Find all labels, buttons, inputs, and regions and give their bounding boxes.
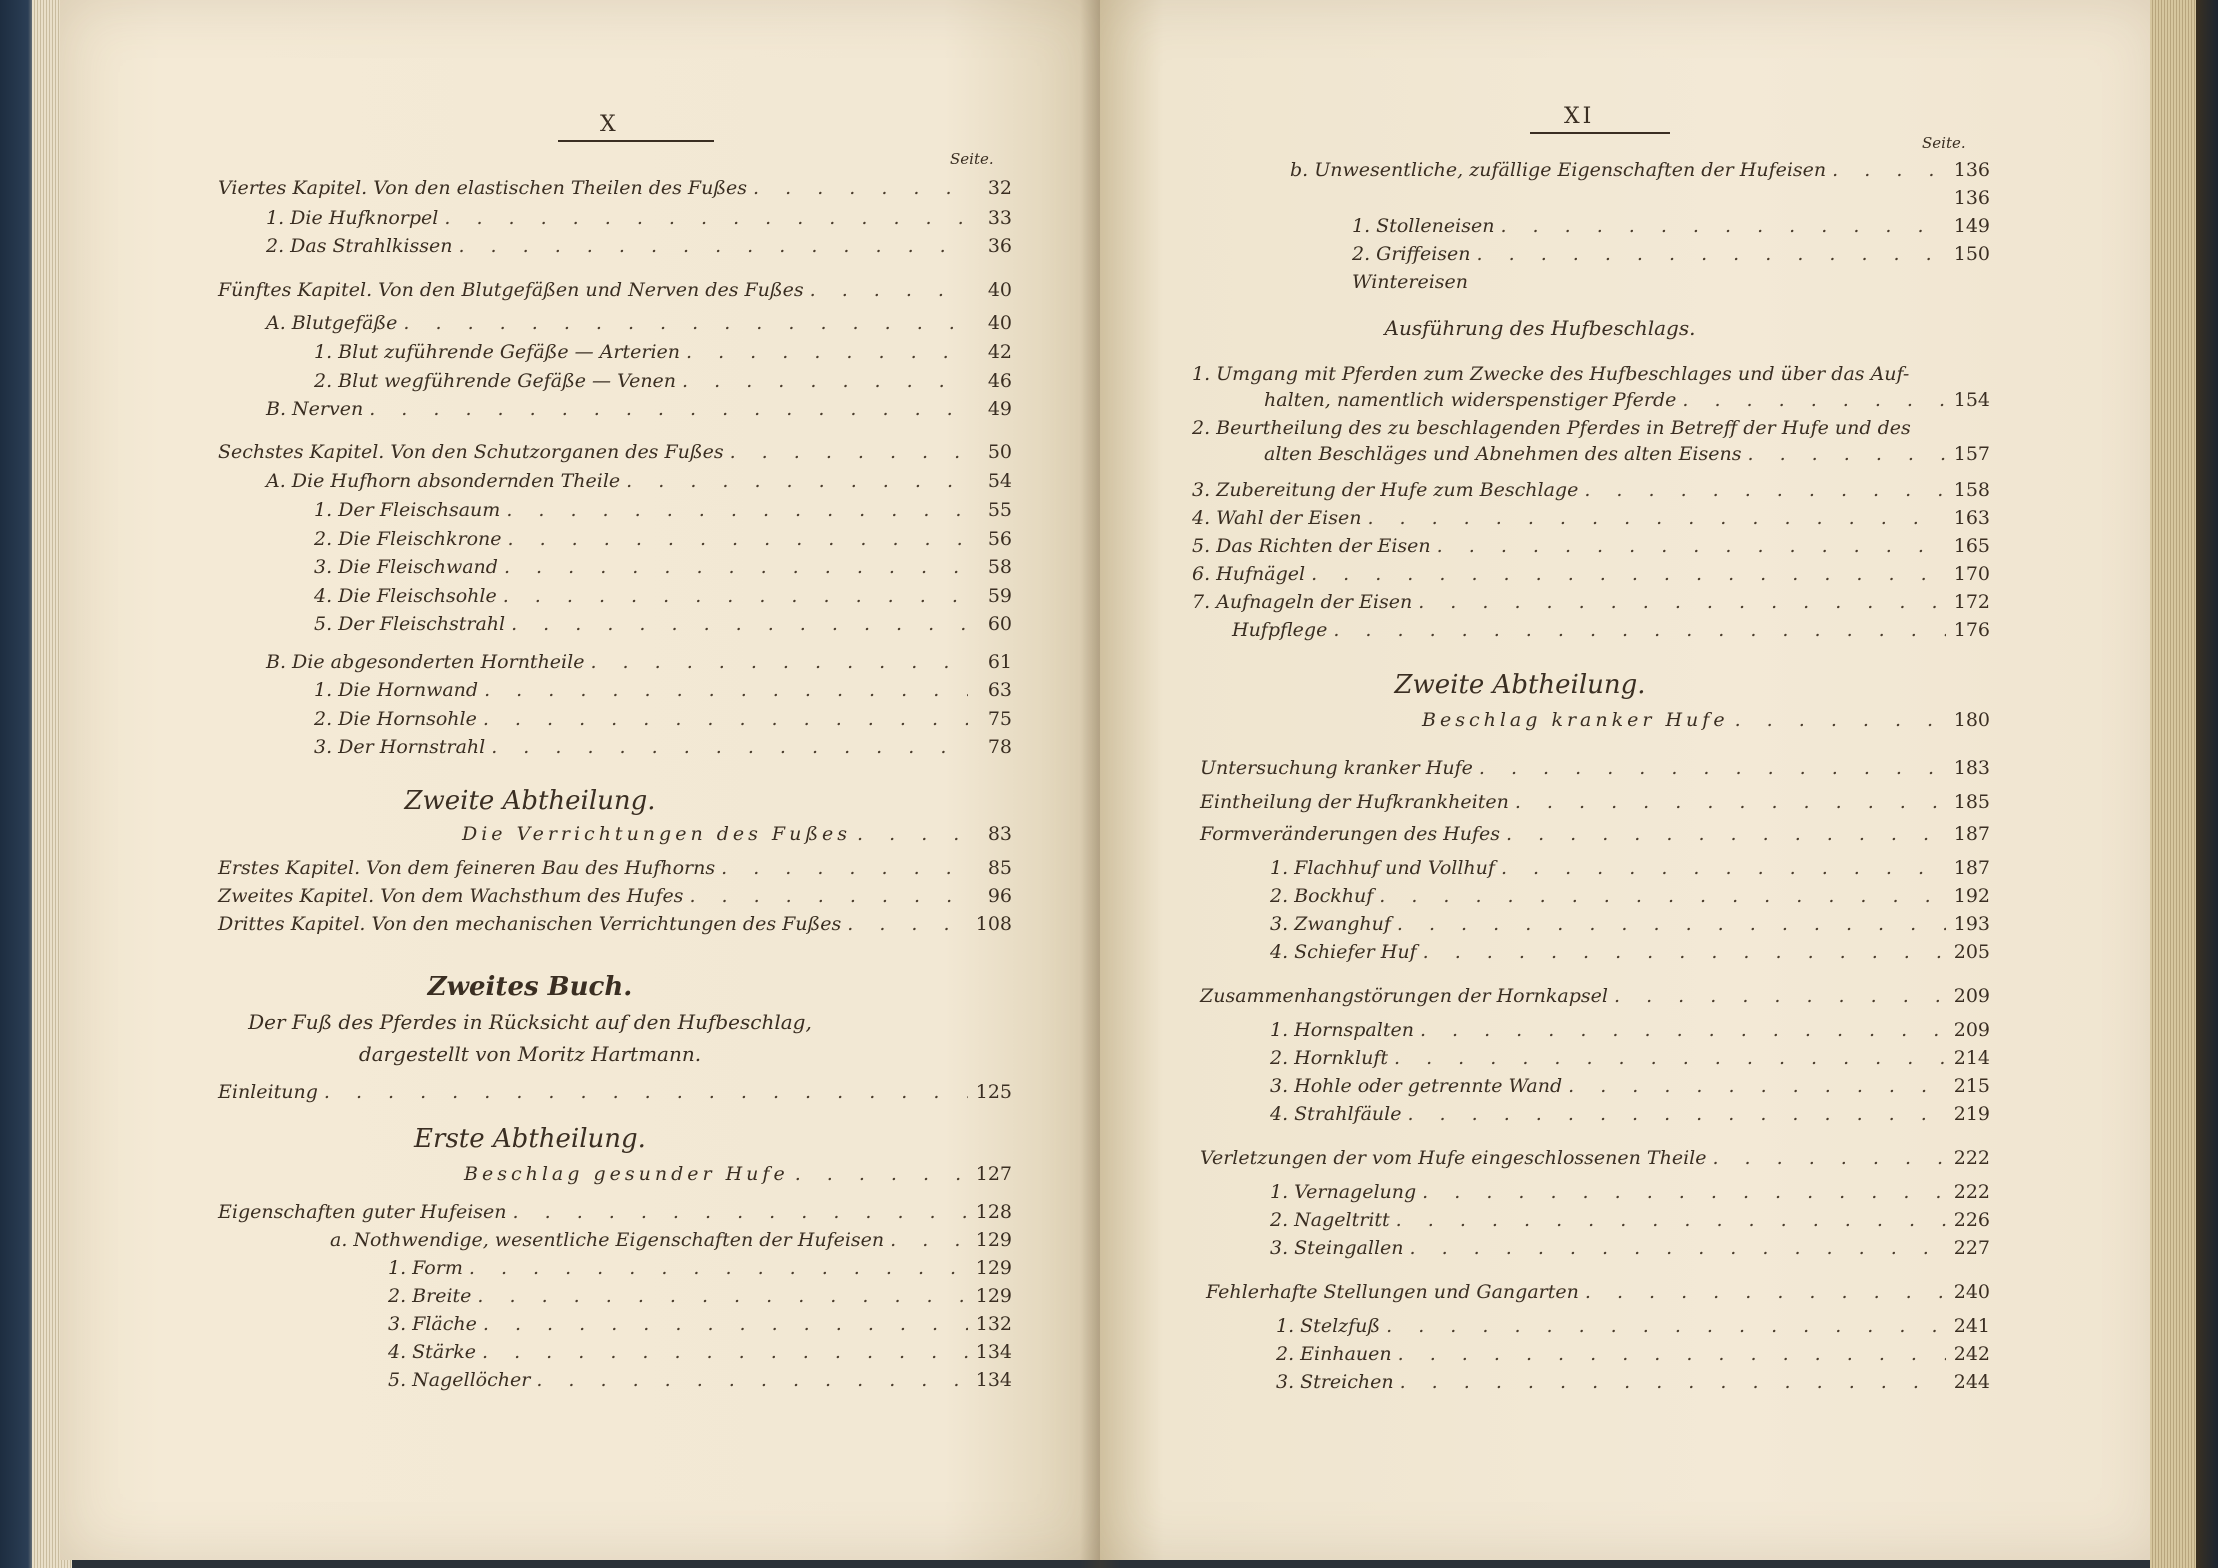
toc-entry-title: 4. Schiefer Huf	[1270, 941, 1417, 963]
toc-entry	[1200, 756, 1990, 780]
dot-leader	[1386, 1314, 1946, 1338]
toc-entry-title: Einleitung	[218, 1081, 318, 1103]
dot-leader	[1394, 1046, 1946, 1070]
toc-page-number: 58	[987, 556, 1012, 578]
toc-entry	[1276, 1342, 1990, 1366]
toc-entry	[218, 1200, 1012, 1224]
toc-entry	[314, 527, 1012, 551]
toc-entry	[1270, 884, 1990, 908]
toc-page-number: 219	[1953, 1103, 1990, 1125]
toc-entry	[218, 1080, 1012, 1104]
toc-page-number: 128	[975, 1201, 1012, 1223]
dot-leader	[1423, 940, 1946, 964]
dot-leader	[847, 912, 968, 936]
toc-page-number: 170	[1953, 563, 1990, 585]
dot-leader	[477, 1284, 968, 1308]
toc-entry	[314, 498, 1012, 522]
toc-page-number: 55	[987, 499, 1012, 521]
toc-entry-title: Die Verrichtungen des Fußes	[462, 823, 852, 845]
toc-entry	[266, 650, 1012, 674]
toc-entry	[1232, 618, 1990, 642]
dot-leader	[1515, 790, 1946, 814]
toc-page-number: 49	[987, 398, 1012, 420]
toc-page-number: 215	[1953, 1075, 1990, 1097]
toc-page-number: 242	[1953, 1343, 1990, 1365]
toc-page-number: 129	[975, 1285, 1012, 1307]
dot-leader	[682, 369, 968, 393]
dot-leader	[482, 1340, 968, 1364]
toc-entry-title: 1. Die Hufknorpel	[266, 207, 439, 229]
toc-page-number: 134	[975, 1341, 1012, 1363]
toc-page-number: 183	[1953, 757, 1990, 779]
dot-leader	[1585, 1280, 1946, 1304]
toc-page-number: 227	[1953, 1237, 1990, 1259]
toc-entry	[1270, 940, 1990, 964]
dot-leader	[491, 735, 968, 759]
toc-page-number: 42	[987, 341, 1012, 363]
toc-entry	[1192, 534, 1990, 558]
toc-page-number: 214	[1953, 1047, 1990, 1069]
toc-entry-title: 1. Stolleneisen	[1352, 215, 1495, 237]
dot-leader	[369, 397, 968, 421]
toc-entry	[1192, 416, 1990, 440]
dot-leader	[686, 340, 968, 364]
toc-entry-title: 4. Strahlfäule	[1270, 1103, 1402, 1125]
toc-page-number: 96	[987, 885, 1012, 907]
dot-leader	[721, 856, 968, 880]
toc-entry	[1290, 158, 1990, 182]
toc-page-number: 150	[1953, 243, 1990, 265]
book-cover-right	[2196, 0, 2218, 1568]
toc-entry	[218, 176, 1012, 200]
toc-entry-title: Erstes Kapitel. Von dem feineren Bau des Hufhorns	[218, 857, 716, 879]
toc-entry-title: 5. Nagellöcher	[388, 1369, 531, 1391]
toc-entry-title: 1. Der Fleischsaum	[314, 499, 501, 521]
toc-entry-title: 5. Der Fleischstrahl	[314, 613, 506, 635]
toc-page-number: 108	[975, 913, 1012, 935]
dot-leader	[483, 1312, 968, 1336]
toc-entry	[314, 735, 1012, 759]
toc-entry	[266, 397, 1012, 421]
dot-leader	[511, 612, 968, 636]
section-subheading: Ausführung des Hufbeschlags.	[1384, 316, 1696, 340]
toc-page-number: 136	[1953, 159, 1990, 181]
toc-page-number: 158	[1953, 479, 1990, 501]
dot-leader	[1437, 534, 1946, 558]
toc-page-number: 187	[1953, 857, 1990, 879]
toc-entry	[314, 707, 1012, 731]
toc-entry	[1192, 506, 1990, 530]
toc-page-number: 85	[987, 857, 1012, 879]
toc-entry-title: 1. Umgang mit Pferden zum Zwecke des Hufbeschlages und über das Auf-	[1192, 363, 1910, 385]
toc-page-number: 226	[1953, 1209, 1990, 1231]
toc-entry	[1200, 822, 1990, 846]
toc-page-number: 50	[987, 441, 1012, 463]
toc-page-number: 33	[987, 207, 1012, 229]
toc-entry-title: 2. Das Strahlkissen	[266, 235, 453, 257]
toc-entry	[1192, 562, 1990, 586]
toc-entry	[388, 1368, 1012, 1392]
toc-page-number: 129	[975, 1257, 1012, 1279]
dot-leader	[1712, 1146, 1946, 1170]
dot-leader	[1506, 822, 1946, 846]
toc-entry	[1276, 1314, 1990, 1338]
toc-entry-title: 2. Hornkluft	[1270, 1047, 1388, 1069]
toc-entry	[388, 1256, 1012, 1280]
dot-leader	[1367, 506, 1946, 530]
toc-page-number: 244	[1953, 1371, 1990, 1393]
seite-label: Seite.	[1922, 134, 1966, 152]
toc-entry-title: Viertes Kapitel. Von den elastischen Theilen des Fußes	[218, 177, 748, 199]
toc-page-number: 129	[975, 1229, 1012, 1251]
toc-entry-title: 2. Blut wegführende Gefäße — Venen	[314, 370, 677, 392]
toc-page-number: 56	[987, 528, 1012, 550]
toc-page-number: 54	[987, 470, 1012, 492]
toc-entry	[1270, 1046, 1990, 1070]
toc-entry-title: 3. Steingallen	[1270, 1237, 1404, 1259]
toc-entry-title: B. Die abgesonderten Horntheile	[266, 651, 585, 673]
toc-entry-title: b. Unwesentliche, zufällige Eigenschaften der Hufeisen	[1290, 159, 1827, 181]
toc-entry-title: A. Die Hufhorn absondernden Theile	[266, 470, 621, 492]
toc-entry-title: Hufpflege	[1232, 619, 1328, 641]
toc-entry	[1270, 1018, 1990, 1042]
toc-page-number: 59	[987, 585, 1012, 607]
toc-page-number: 40	[987, 312, 1012, 334]
dot-leader	[1379, 884, 1946, 908]
toc-page-number: 209	[1953, 1019, 1990, 1041]
toc-entry	[388, 1284, 1012, 1308]
toc-entry	[1270, 1102, 1990, 1126]
toc-entry-title: alten Beschläges und Abnehmen des alten Eisens	[1264, 443, 1742, 465]
toc-entry	[1276, 1370, 1990, 1394]
dot-leader	[810, 278, 968, 302]
dot-leader	[890, 1228, 968, 1252]
toc-entry-title: 1. Die Hornwand	[314, 679, 479, 701]
dot-leader	[689, 884, 968, 908]
dot-leader	[1584, 478, 1946, 502]
page-number-rule	[558, 140, 714, 142]
seite-label: Seite.	[950, 150, 994, 168]
toc-entry-title: Beschlag kranker Hufe	[1422, 709, 1729, 731]
toc-page-number: 176	[1953, 619, 1990, 641]
toc-entry	[1270, 912, 1990, 936]
dot-leader	[795, 1162, 968, 1186]
toc-entry-title: 2. Die Fleischkrone	[314, 528, 502, 550]
toc-page-number: 132	[975, 1313, 1012, 1335]
toc-entry-title: 3. Fläche	[388, 1313, 477, 1335]
toc-entry	[218, 440, 1012, 464]
toc-entry-title: 3. Zwanghuf	[1270, 913, 1391, 935]
toc-entry	[1264, 388, 1990, 412]
dot-leader	[458, 234, 968, 258]
toc-page-number: 240	[1953, 1281, 1990, 1303]
toc-entry	[1264, 442, 1990, 466]
toc-entry-title: 1. Blut zuführende Gefäße — Arterien	[314, 341, 681, 363]
toc-page-number: 63	[987, 679, 1012, 701]
toc-entry-title: 3. Die Fleischwand	[314, 556, 498, 578]
page-number-rule	[1530, 132, 1670, 134]
toc-entry-title: Drittes Kapitel. Von den mechanischen Verrichtungen des Fußes	[218, 913, 842, 935]
dot-leader	[1832, 158, 1946, 182]
toc-entry-title: 1. Flachhuf und Vollhuf	[1270, 857, 1495, 879]
toc-entry	[1192, 478, 1990, 502]
toc-page-number: 134	[975, 1369, 1012, 1391]
dot-leader	[857, 822, 968, 846]
dot-leader	[753, 176, 968, 200]
toc-entry	[330, 1228, 1012, 1252]
toc-page-number: 61	[987, 651, 1012, 673]
toc-page-number: 180	[1953, 709, 1990, 731]
toc-page-number: 222	[1953, 1181, 1990, 1203]
toc-entry	[1200, 1146, 1990, 1170]
toc-entry	[388, 1340, 1012, 1364]
dot-leader	[469, 1256, 968, 1280]
toc-page-number: 83	[987, 823, 1012, 845]
toc-entry-title: a. Nothwendige, wesentliche Eigenschaften der Hufeisen	[330, 1229, 885, 1251]
toc-entry-title: 4. Die Fleischsohle	[314, 585, 497, 607]
section-heading: Erste Abtheilung.	[414, 1124, 646, 1154]
toc-entry-title: 3. Hohle oder getrennte Wand	[1270, 1075, 1563, 1097]
toc-entry-title: Fehlerhafte Stellungen und Gangarten	[1206, 1281, 1579, 1303]
dot-leader	[403, 311, 968, 335]
toc-entry-title: Fünftes Kapitel. Von den Blutgefäßen und Nerven des Fußes	[218, 279, 804, 301]
dot-leader	[626, 469, 968, 493]
dot-leader	[590, 650, 968, 674]
dot-leader	[504, 555, 968, 579]
toc-entry-title: 2. Nageltritt	[1270, 1209, 1390, 1231]
toc-entry	[314, 678, 1012, 702]
toc-entry-title: Zweites Kapitel. Von dem Wachsthum des Hufes	[218, 885, 684, 907]
toc-entry-title: 1. Hornspalten	[1270, 1019, 1414, 1041]
dot-leader	[1748, 442, 1947, 466]
dot-leader	[1479, 756, 1946, 780]
toc-entry-title: 2. Bockhuf	[1270, 885, 1374, 907]
page-number: X	[600, 112, 619, 137]
book-subtitle: Der Fuß des Pferdes in Rücksicht auf den Hufbeschlag,	[248, 1010, 812, 1034]
toc-entry	[1352, 214, 1990, 238]
book-heading: Zweites Buch.	[427, 972, 633, 1002]
toc-entry	[1270, 1208, 1990, 1232]
dot-leader	[1682, 388, 1946, 412]
toc-page-number: 187	[1953, 823, 1990, 845]
toc-entry-title: Verletzungen der vom Hufe eingeschlossenen Theile	[1200, 1147, 1707, 1169]
toc-entry	[314, 584, 1012, 608]
toc-page-number: 149	[1953, 215, 1990, 237]
dot-leader	[1420, 1018, 1946, 1042]
page-number: XI	[1564, 104, 1595, 129]
toc-entry-title: 1. Stelzfuß	[1276, 1315, 1381, 1337]
toc-entry-title: 3. Der Hornstrahl	[314, 736, 486, 758]
toc-page-number: 157	[1953, 443, 1990, 465]
toc-entry-title: Formveränderungen des Hufes	[1200, 823, 1500, 845]
toc-page-number: 75	[987, 708, 1012, 730]
dot-leader	[503, 584, 968, 608]
toc-entry-title: Wintereisen	[1352, 271, 1469, 293]
toc-entry	[1200, 790, 1990, 814]
right-page	[1100, 0, 2160, 1560]
toc-entry	[218, 278, 1012, 302]
toc-entry	[1270, 1236, 1990, 1260]
toc-page-number: 241	[1953, 1315, 1990, 1337]
dot-leader	[1501, 856, 1946, 880]
dot-leader	[1500, 214, 1946, 238]
dot-leader	[1407, 1102, 1946, 1126]
dot-leader	[1400, 1370, 1946, 1394]
toc-entry-title: 2. Griffeisen	[1352, 243, 1471, 265]
dot-leader	[508, 527, 969, 551]
toc-entry-title: B. Nerven	[266, 398, 364, 420]
dot-leader	[1333, 618, 1946, 642]
toc-entry-title: 5. Das Richten der Eisen	[1192, 535, 1431, 557]
toc-entry-title: Eigenschaften guter Hufeisen	[218, 1201, 507, 1223]
dot-leader	[444, 206, 968, 230]
toc-entry	[314, 369, 1012, 393]
dot-leader	[1311, 562, 1946, 586]
toc-entry	[1270, 856, 1990, 880]
toc-entry	[218, 856, 1012, 880]
dot-leader	[730, 440, 968, 464]
toc-entry-title: Eintheilung der Hufkrankheiten	[1200, 791, 1509, 813]
dot-leader	[1397, 912, 1946, 936]
toc-page-number: 60	[987, 613, 1012, 635]
toc-entry-title: 3. Zubereitung der Hufe zum Beschlage	[1192, 479, 1579, 501]
toc-entry	[1206, 1280, 1990, 1304]
toc-entry-title: 2. Die Hornsohle	[314, 708, 477, 730]
toc-entry	[266, 234, 1012, 258]
dot-leader	[1477, 242, 1946, 266]
left-page	[60, 0, 1100, 1560]
dot-leader	[506, 498, 968, 522]
toc-entry-title: Zusammenhangstörungen der Hornkapsel	[1200, 985, 1608, 1007]
toc-page-number: 163	[1953, 507, 1990, 529]
toc-entry	[1352, 270, 1990, 294]
toc-entry	[1192, 362, 1990, 386]
dot-leader	[1422, 1180, 1946, 1204]
toc-page-number: 154	[1953, 389, 1990, 411]
toc-entry	[388, 1312, 1012, 1336]
toc-page-number: 172	[1953, 591, 1990, 613]
toc-page-number: 78	[987, 736, 1012, 758]
toc-page-number: 192	[1953, 885, 1990, 907]
toc-entry-title: 6. Hufnägel	[1192, 563, 1306, 585]
toc-entry	[1422, 708, 1990, 732]
toc-entry-title: 7. Aufnageln der Eisen	[1192, 591, 1413, 613]
toc-entry	[314, 555, 1012, 579]
section-heading: Zweite Abtheilung.	[404, 786, 656, 816]
toc-entry	[266, 206, 1012, 230]
toc-entry	[464, 1162, 1012, 1186]
toc-entry-title: 1. Form	[388, 1257, 463, 1279]
toc-entry-title: 2. Breite	[388, 1285, 472, 1307]
toc-entry	[314, 340, 1012, 364]
page-edges-right	[2150, 0, 2200, 1568]
toc-entry-title: Sechstes Kapitel. Von den Schutzorganen des Fußes	[218, 441, 724, 463]
dot-leader	[1410, 1236, 1946, 1260]
toc-entry-title: Untersuchung kranker Hufe	[1200, 757, 1473, 779]
toc-page-number: 205	[1953, 941, 1990, 963]
dot-leader	[513, 1200, 968, 1224]
dot-leader	[1735, 708, 1946, 732]
toc-entry	[1270, 1074, 1990, 1098]
toc-entry	[1270, 1180, 1990, 1204]
toc-entry	[1352, 186, 1990, 210]
dot-leader	[324, 1080, 968, 1104]
dot-leader	[1568, 1074, 1946, 1098]
toc-page-number: 209	[1953, 985, 1990, 1007]
toc-entry-title: 3. Streichen	[1276, 1371, 1394, 1393]
toc-page-number: 185	[1953, 791, 1990, 813]
dot-leader	[1396, 1208, 1946, 1232]
toc-entry-title: 2. Einhauen	[1276, 1343, 1392, 1365]
toc-entry	[266, 311, 1012, 335]
toc-entry	[314, 612, 1012, 636]
toc-page-number: 40	[987, 279, 1012, 301]
toc-entry-title: 4. Stärke	[388, 1341, 476, 1363]
dot-leader	[484, 678, 968, 702]
toc-page-number: 136	[1953, 187, 1990, 209]
toc-entry	[266, 469, 1012, 493]
toc-page-number: 125	[975, 1081, 1012, 1103]
toc-entry	[462, 822, 1012, 846]
toc-entry-title: 4. Wahl der Eisen	[1192, 507, 1362, 529]
toc-entry	[1200, 984, 1990, 1008]
toc-entry	[1352, 242, 1990, 266]
toc-entry-title: Beschlag gesunder Hufe	[464, 1163, 789, 1185]
toc-entry	[218, 912, 1012, 936]
toc-page-number: 36	[987, 235, 1012, 257]
section-heading: Zweite Abtheilung.	[1394, 670, 1646, 700]
toc-page-number: 165	[1953, 535, 1990, 557]
toc-page-number: 127	[975, 1163, 1012, 1185]
toc-entry-title: 1. Vernagelung	[1270, 1181, 1417, 1203]
dot-leader	[483, 707, 968, 731]
dot-leader	[1418, 590, 1946, 614]
toc-entry	[218, 884, 1012, 908]
dot-leader	[536, 1368, 968, 1392]
toc-entry	[1192, 590, 1990, 614]
toc-page-number: 222	[1953, 1147, 1990, 1169]
dot-leader	[1614, 984, 1946, 1008]
toc-entry-title: A. Blutgefäße	[266, 312, 398, 334]
dot-leader	[1398, 1342, 1946, 1366]
toc-page-number: 46	[987, 370, 1012, 392]
toc-entry-title: 2. Beurtheilung des zu beschlagenden Pferdes in Betreff der Hufe und des	[1192, 417, 1911, 439]
toc-page-number: 193	[1953, 913, 1990, 935]
toc-entry-title: halten, namentlich widerspenstiger Pferde	[1264, 389, 1677, 411]
toc-page-number: 32	[987, 177, 1012, 199]
book-author: dargestellt von Moritz Hartmann.	[358, 1042, 702, 1066]
